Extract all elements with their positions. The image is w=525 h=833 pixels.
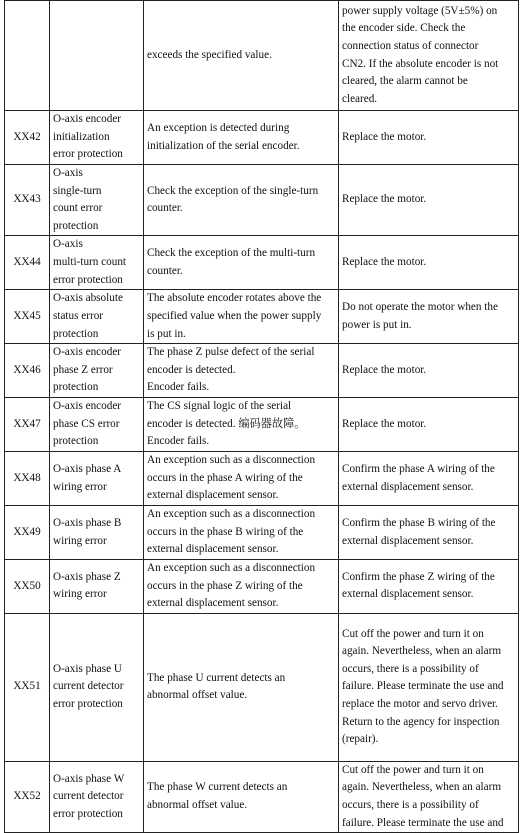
cell-text-line: O-axis bbox=[53, 167, 83, 179]
cell-text-line: Encoder fails. bbox=[147, 435, 210, 448]
cell-text-line: CN2. If the absolute encoder is not bbox=[342, 57, 499, 70]
alarm-name-cell bbox=[50, 559, 144, 613]
cell-text-line: The phase W current detects an bbox=[147, 781, 288, 794]
alarm-cause-cell bbox=[144, 344, 339, 398]
cell-text-line: again. Nevertheless, when an alarm bbox=[342, 781, 502, 794]
cell-text-line: connection status of connector bbox=[342, 39, 479, 52]
alarm-code-cell: XX50 bbox=[5, 559, 50, 613]
alarm-name-cell bbox=[50, 452, 144, 506]
alarm-code-cell: XX46 bbox=[5, 344, 50, 398]
cell-text-line: Replace the motor. bbox=[342, 256, 427, 269]
alarm-remedy-cell bbox=[339, 290, 519, 344]
cell-text-line: O-axis phase A bbox=[53, 463, 122, 476]
cell-text-line: An exception such as a disconnection bbox=[147, 561, 316, 574]
cell-text-line: multi-turn count bbox=[53, 256, 127, 269]
cell-text-line: protection bbox=[53, 381, 99, 394]
table-row bbox=[5, 452, 519, 506]
alarm-code-cell bbox=[5, 1, 50, 111]
alarm-cause-cell bbox=[144, 452, 339, 506]
alarm-remedy-cell bbox=[339, 559, 519, 613]
cell-text-line: power supply voltage (5V±5%) on bbox=[342, 4, 498, 17]
cell-text-line: Confirm the phase A wiring of the bbox=[342, 463, 495, 476]
cell-text-line: O-axis phase U bbox=[53, 662, 122, 675]
cell-text-line: The phase U current detects an bbox=[147, 671, 286, 684]
cell-text-line: O-axis phase B bbox=[53, 516, 122, 529]
cell-text-line: O-axis bbox=[53, 238, 83, 251]
cell-text-line: external displacement sensor. bbox=[342, 588, 474, 601]
cell-text-line: external displacement sensor. bbox=[147, 543, 279, 556]
cell-text-line: Confirm the phase Z wiring of the bbox=[342, 570, 495, 583]
cell-text-line: failure. Please terminate the use and bbox=[342, 816, 504, 829]
alarm-name-cell bbox=[50, 398, 144, 452]
alarm-code-cell: XX42 bbox=[5, 111, 50, 165]
cell-text-line: external displacement sensor. bbox=[342, 534, 474, 547]
cell-text-line: O-axis encoder bbox=[53, 346, 122, 359]
cell-text-line: error protection bbox=[53, 807, 123, 820]
cell-text-line: (repair). bbox=[342, 733, 379, 746]
alarm-remedy-cell bbox=[339, 165, 519, 236]
cell-text-line: current detector bbox=[53, 790, 124, 803]
cell-text-line: occurs in the phase A wiring of the bbox=[147, 471, 303, 484]
cell-text-line: cleared, the alarm cannot be bbox=[342, 75, 468, 88]
alarm-name-cell bbox=[50, 111, 144, 165]
alarm-cause-cell bbox=[144, 1, 339, 111]
alarm-remedy-cell bbox=[339, 236, 519, 290]
alarm-name-cell bbox=[50, 1, 144, 111]
table-row bbox=[5, 398, 519, 452]
cell-text-line: protection bbox=[53, 219, 99, 232]
cell-text-line: An exception is detected during bbox=[147, 121, 290, 134]
cell-text-line: error protection bbox=[53, 273, 123, 286]
table-row bbox=[5, 761, 519, 832]
alarm-table-body bbox=[5, 1, 519, 833]
cell-text-line: power is put in. bbox=[342, 318, 412, 331]
cell-text-line: The absolute encoder rotates above the bbox=[147, 292, 322, 305]
cell-text-line: counter. bbox=[147, 202, 183, 215]
cell-text-line: O-axis encoder bbox=[53, 400, 122, 413]
alarm-code-cell: XX45 bbox=[5, 290, 50, 344]
cell-text-line: O-axis encoder bbox=[53, 113, 122, 126]
alarm-cause-cell bbox=[144, 236, 339, 290]
cell-text-line: The phase Z pulse defect of the serial bbox=[147, 346, 315, 359]
cell-text-line: phase Z error bbox=[53, 363, 113, 376]
alarm-cause-cell bbox=[144, 398, 339, 452]
cell-text-line: encoder is detected. 编码器故障。 bbox=[147, 417, 306, 430]
cell-text-line: O-axis phase Z bbox=[53, 570, 121, 583]
cell-text-line: Replace the motor. bbox=[342, 417, 427, 430]
cell-text-line: error protection bbox=[53, 698, 123, 711]
cell-text-line: wiring error bbox=[53, 534, 107, 547]
cell-text-line: count error bbox=[53, 202, 103, 215]
table-row bbox=[5, 165, 519, 236]
alarm-name-cell bbox=[50, 761, 144, 832]
cell-text-line: single-turn bbox=[53, 184, 102, 197]
table-row bbox=[5, 344, 519, 398]
table-row bbox=[5, 613, 519, 761]
cell-text-line: wiring error bbox=[53, 480, 107, 493]
cell-text-line: occurs in the phase B wiring of the bbox=[147, 525, 304, 538]
table-row bbox=[5, 559, 519, 613]
cell-text-line: Cut off the power and turn it on bbox=[342, 627, 484, 640]
alarm-name-cell bbox=[50, 165, 144, 236]
cell-text-line: abnormal offset value. bbox=[147, 689, 248, 702]
alarm-name-cell bbox=[50, 236, 144, 290]
cell-text-line: abnormal offset value. bbox=[147, 798, 248, 811]
alarm-code-cell: XX49 bbox=[5, 506, 50, 560]
alarm-cause-cell bbox=[144, 165, 339, 236]
cell-text-line: is put in. bbox=[147, 327, 186, 340]
cell-text-line: occurs in the phase Z wiring of the bbox=[147, 579, 303, 592]
cell-text-line: initialization of the serial encoder. bbox=[147, 139, 300, 152]
alarm-remedy-cell bbox=[339, 506, 519, 560]
cell-text-line: error protection bbox=[53, 148, 123, 161]
cell-text-line: failure. Please terminate the use and bbox=[342, 680, 504, 693]
alarm-remedy-cell bbox=[339, 613, 519, 761]
alarm-code-cell: XX43 bbox=[5, 165, 50, 236]
cell-text-line: Replace the motor. bbox=[342, 130, 427, 143]
alarm-cause-cell bbox=[144, 761, 339, 832]
cell-text-line: replace the motor and servo driver. bbox=[342, 698, 498, 711]
alarm-remedy-cell bbox=[339, 111, 519, 165]
cell-text-line: O-axis phase W bbox=[53, 772, 125, 785]
cell-text-line: protection bbox=[53, 435, 99, 448]
alarm-cause-cell bbox=[144, 559, 339, 613]
table-row bbox=[5, 236, 519, 290]
cell-text-line: specified value when the power supply bbox=[147, 309, 322, 322]
alarm-remedy-cell bbox=[339, 344, 519, 398]
cell-text-line: exceeds the specified value. bbox=[147, 48, 272, 61]
cell-text-line: Cut off the power and turn it on bbox=[342, 763, 484, 776]
table-row bbox=[5, 506, 519, 560]
cell-text-line: external displacement sensor. bbox=[342, 480, 474, 493]
cell-text-line: protection bbox=[53, 327, 99, 340]
table-row bbox=[5, 111, 519, 165]
cell-text-line: status error bbox=[53, 309, 104, 322]
cell-text-line: occurs, there is a possibility of bbox=[342, 662, 479, 675]
alarm-code-cell: XX52 bbox=[5, 761, 50, 832]
cell-text-line: Check the exception of the multi-turn bbox=[147, 247, 316, 260]
cell-text-line: initialization bbox=[53, 130, 110, 143]
alarm-cause-cell bbox=[144, 290, 339, 344]
cell-text-line: the encoder side. Check the bbox=[342, 22, 466, 35]
alarm-name-cell bbox=[50, 344, 144, 398]
cell-text-line: O-axis absolute bbox=[53, 292, 123, 305]
cell-text-line: occurs, there is a possibility of bbox=[342, 798, 479, 811]
cell-text-line: An exception such as a disconnection bbox=[147, 454, 316, 467]
cell-text-line: The CS signal logic of the serial bbox=[147, 400, 292, 413]
cell-text-line: Check the exception of the single-turn bbox=[147, 184, 319, 197]
alarm-code-cell: XX48 bbox=[5, 452, 50, 506]
alarm-name-cell bbox=[50, 506, 144, 560]
cell-text-line: Replace the motor. bbox=[342, 193, 427, 206]
alarm-name-cell bbox=[50, 290, 144, 344]
cell-text-line: An exception such as a disconnection bbox=[147, 508, 316, 521]
cell-text-line: current detector bbox=[53, 680, 124, 693]
table-row bbox=[5, 1, 519, 111]
cell-text-line: phase CS error bbox=[53, 417, 120, 430]
cell-text-line: wiring error bbox=[53, 588, 107, 601]
cell-text-line: Encoder fails. bbox=[147, 381, 210, 394]
alarm-remedy-cell bbox=[339, 452, 519, 506]
alarm-cause-cell bbox=[144, 111, 339, 165]
alarm-cause-cell bbox=[144, 506, 339, 560]
alarm-cause-cell bbox=[144, 613, 339, 761]
cell-text-line: cleared. bbox=[342, 92, 378, 105]
alarm-code-cell: XX44 bbox=[5, 236, 50, 290]
cell-text-line: Do not operate the motor when the bbox=[342, 301, 498, 314]
cell-text-line: again. Nevertheless, when an alarm bbox=[342, 645, 502, 658]
cell-text-line: Replace the motor. bbox=[342, 363, 427, 376]
alarm-code-cell: XX51 bbox=[5, 613, 50, 761]
alarm-name-cell bbox=[50, 613, 144, 761]
alarm-table bbox=[4, 0, 519, 833]
cell-text-line: external displacement sensor. bbox=[147, 489, 279, 502]
alarm-code-cell: XX47 bbox=[5, 398, 50, 452]
cell-text-line: counter. bbox=[147, 264, 183, 277]
alarm-remedy-cell bbox=[339, 1, 519, 111]
cell-text-line: Return to the agency for inspection bbox=[342, 715, 500, 728]
alarm-remedy-cell bbox=[339, 398, 519, 452]
cell-text-line: encoder is detected. bbox=[147, 363, 236, 376]
cell-text-line: external displacement sensor. bbox=[147, 597, 279, 610]
table-row bbox=[5, 290, 519, 344]
cell-text-line: Confirm the phase B wiring of the bbox=[342, 516, 496, 529]
alarm-remedy-cell bbox=[339, 761, 519, 832]
